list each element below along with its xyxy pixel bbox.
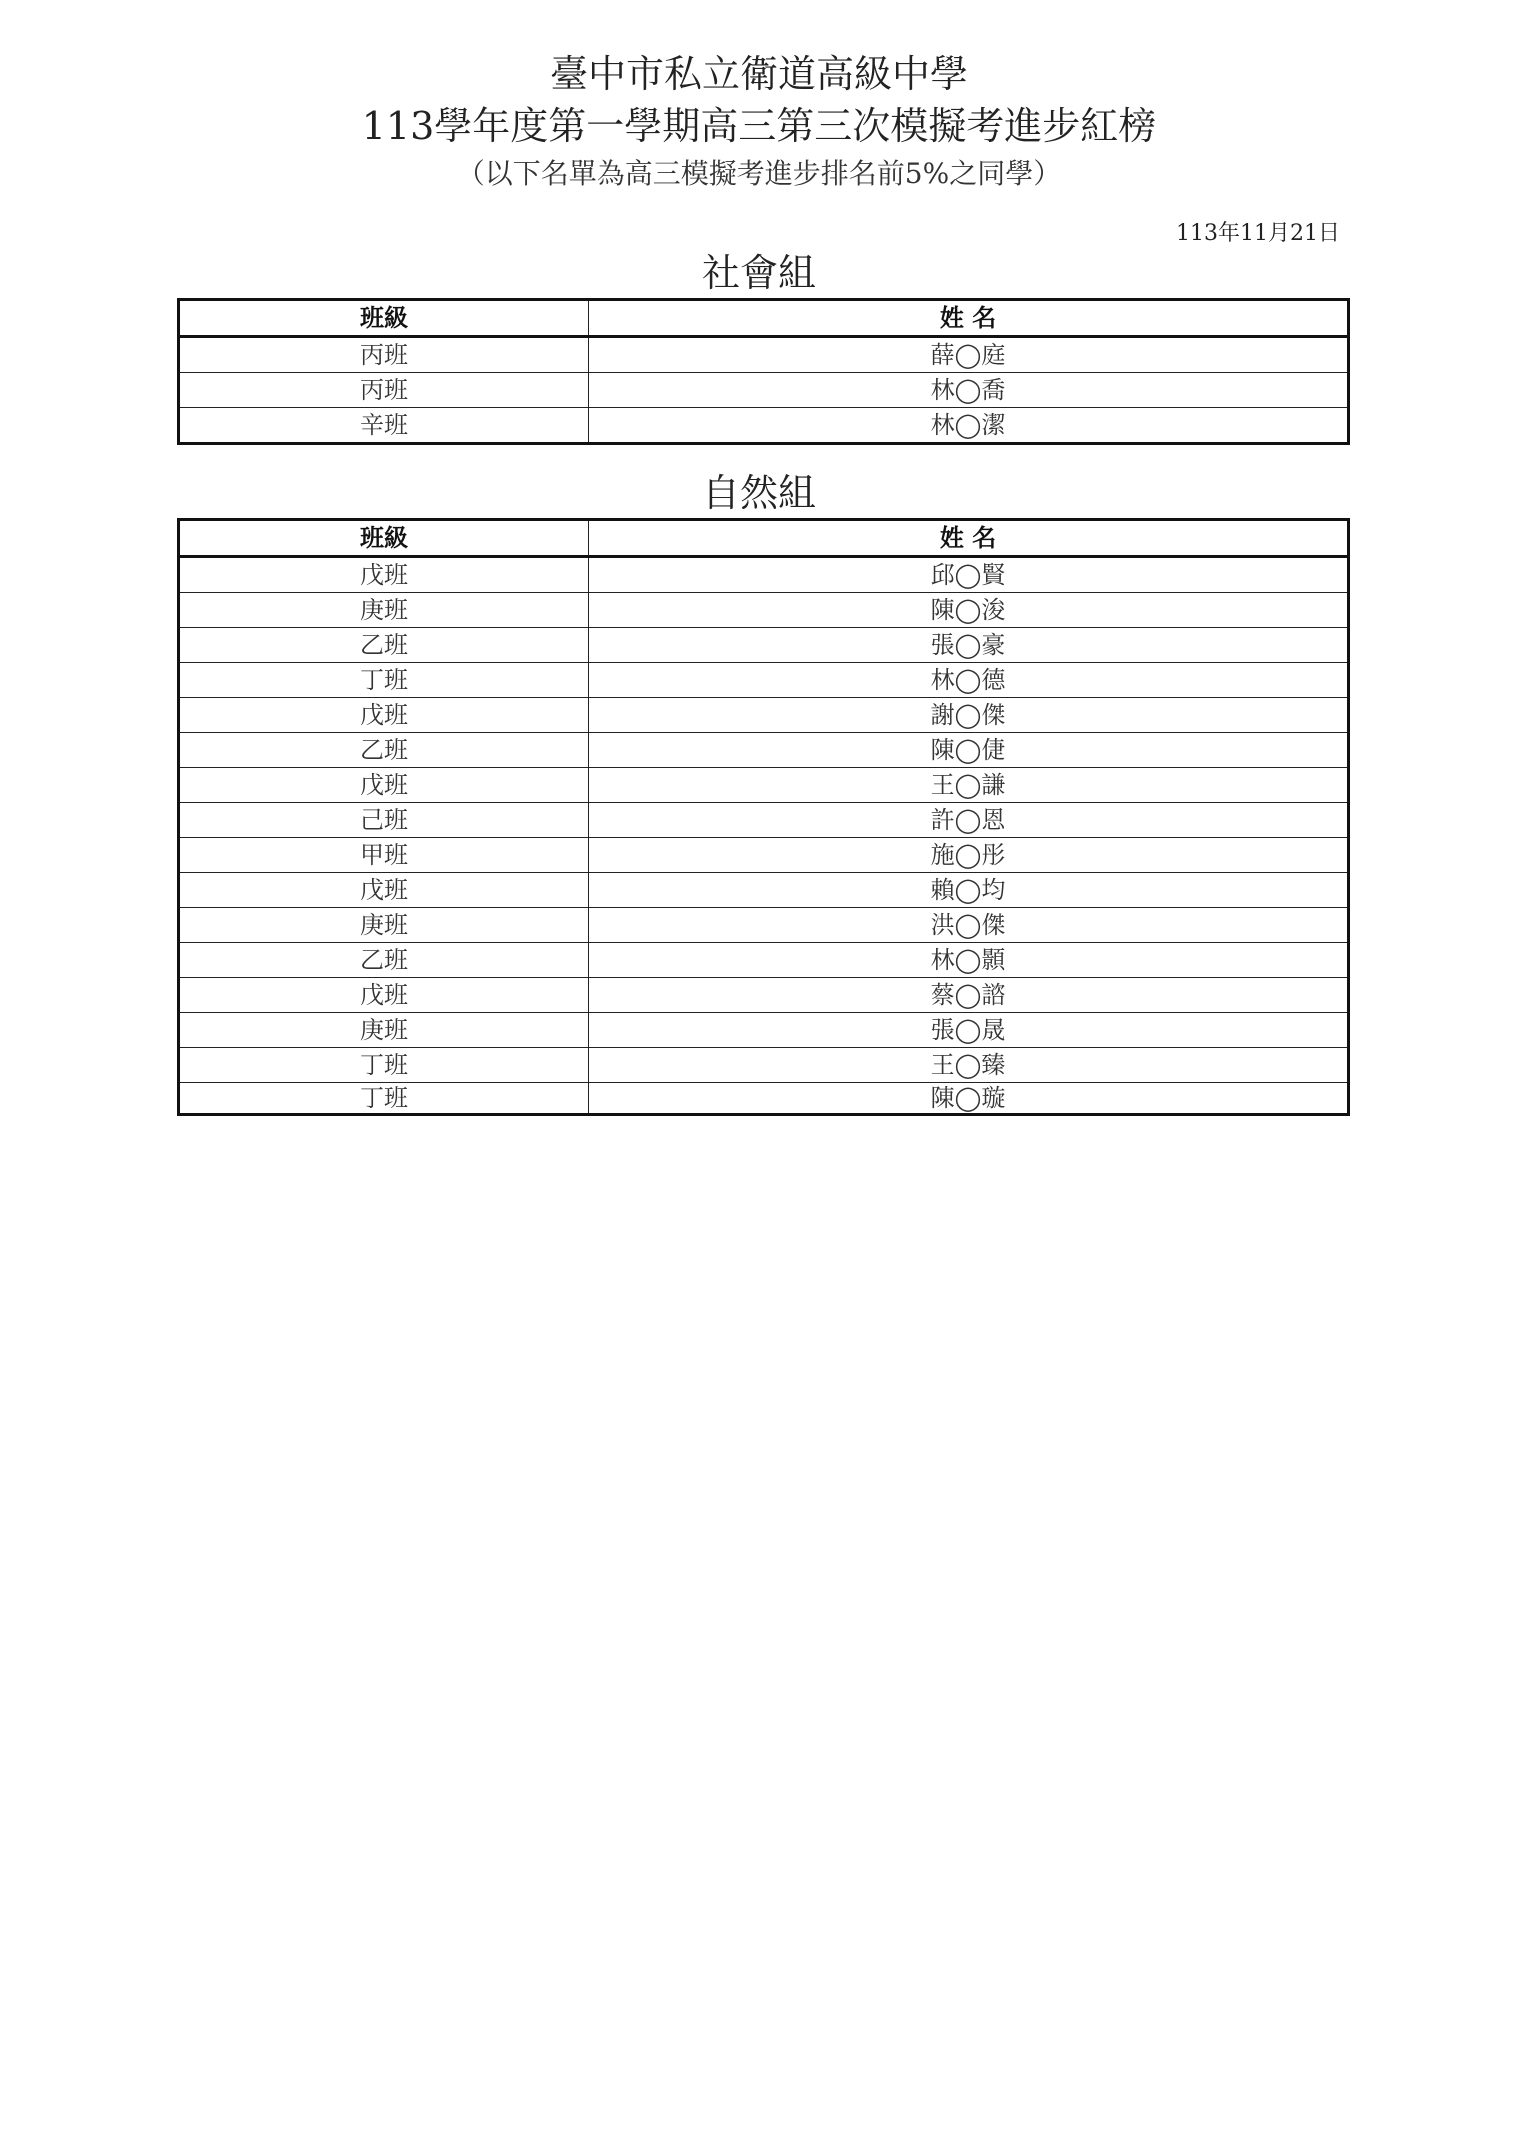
class-cell: 丁班 — [179, 1083, 589, 1115]
report-subtitle: （以下名單為高三模擬考進步排名前5%之同學） — [456, 157, 1062, 190]
table-row — [179, 838, 1349, 873]
class-cell: 甲班 — [179, 838, 589, 873]
science-group-title: 自然組 — [701, 471, 816, 515]
class-cell: 戊班 — [179, 873, 589, 908]
name-cell: 蔡◯諮 — [589, 978, 1349, 1013]
name-cell: 陳◯倢 — [589, 733, 1349, 768]
class-cell: 辛班 — [179, 408, 589, 444]
name-cell: 施◯彤 — [589, 838, 1349, 873]
class-cell: 戊班 — [179, 978, 589, 1013]
table-header-row — [179, 520, 1349, 557]
class-cell: 庚班 — [179, 908, 589, 943]
name-column-header: 姓 名 — [589, 520, 1349, 557]
name-cell: 邱◯賢 — [589, 557, 1349, 593]
class-column-header: 班級 — [179, 300, 589, 337]
class-cell: 乙班 — [179, 628, 589, 663]
report-title: 113學年度第一學期高三第三次模擬考進步紅榜 — [361, 104, 1157, 148]
name-cell: 林◯顥 — [589, 943, 1349, 978]
table-row — [179, 733, 1349, 768]
name-cell: 陳◯浚 — [589, 593, 1349, 628]
name-cell: 賴◯均 — [589, 873, 1349, 908]
name-cell: 林◯德 — [589, 663, 1349, 698]
name-cell: 張◯晟 — [589, 1013, 1349, 1048]
name-cell: 許◯恩 — [589, 803, 1349, 838]
class-cell: 戊班 — [179, 557, 589, 593]
name-cell: 謝◯傑 — [589, 698, 1349, 733]
class-cell: 乙班 — [179, 943, 589, 978]
table-row — [179, 1048, 1349, 1083]
name-column-header: 姓 名 — [589, 300, 1349, 337]
table-row — [179, 1083, 1349, 1115]
report-date: 113年11月21日 — [1176, 221, 1340, 246]
class-cell: 丙班 — [179, 337, 589, 373]
table-row — [179, 943, 1349, 978]
table-row — [179, 593, 1349, 628]
table-row — [179, 873, 1349, 908]
table-row — [179, 768, 1349, 803]
name-cell: 陳◯璇 — [589, 1083, 1349, 1115]
table-row — [179, 698, 1349, 733]
class-cell: 庚班 — [179, 593, 589, 628]
science-group-table — [177, 518, 1350, 1116]
class-cell: 戊班 — [179, 768, 589, 803]
class-cell: 己班 — [179, 803, 589, 838]
table-row — [179, 557, 1349, 593]
class-cell: 庚班 — [179, 1013, 589, 1048]
table-row — [179, 908, 1349, 943]
class-cell: 戊班 — [179, 698, 589, 733]
table-row — [179, 628, 1349, 663]
class-column-header: 班級 — [179, 520, 589, 557]
name-cell: 林◯喬 — [589, 373, 1349, 408]
name-cell: 林◯潔 — [589, 408, 1349, 444]
table-row — [179, 803, 1349, 838]
class-cell: 乙班 — [179, 733, 589, 768]
name-cell: 張◯豪 — [589, 628, 1349, 663]
table-row — [179, 337, 1349, 373]
class-cell: 丁班 — [179, 663, 589, 698]
name-cell: 洪◯傑 — [589, 908, 1349, 943]
table-row — [179, 408, 1349, 444]
name-cell: 薛◯庭 — [589, 337, 1349, 373]
table-row — [179, 663, 1349, 698]
table-row — [179, 1013, 1349, 1048]
school-name: 臺中市私立衛道高級中學 — [549, 52, 968, 96]
name-cell: 王◯謙 — [589, 768, 1349, 803]
class-cell: 丁班 — [179, 1048, 589, 1083]
social-group-title: 社會組 — [701, 251, 816, 295]
table-header-row — [179, 300, 1349, 337]
class-cell: 丙班 — [179, 373, 589, 408]
social-group-table — [177, 298, 1350, 445]
table-row — [179, 373, 1349, 408]
name-cell: 王◯臻 — [589, 1048, 1349, 1083]
table-row — [179, 978, 1349, 1013]
